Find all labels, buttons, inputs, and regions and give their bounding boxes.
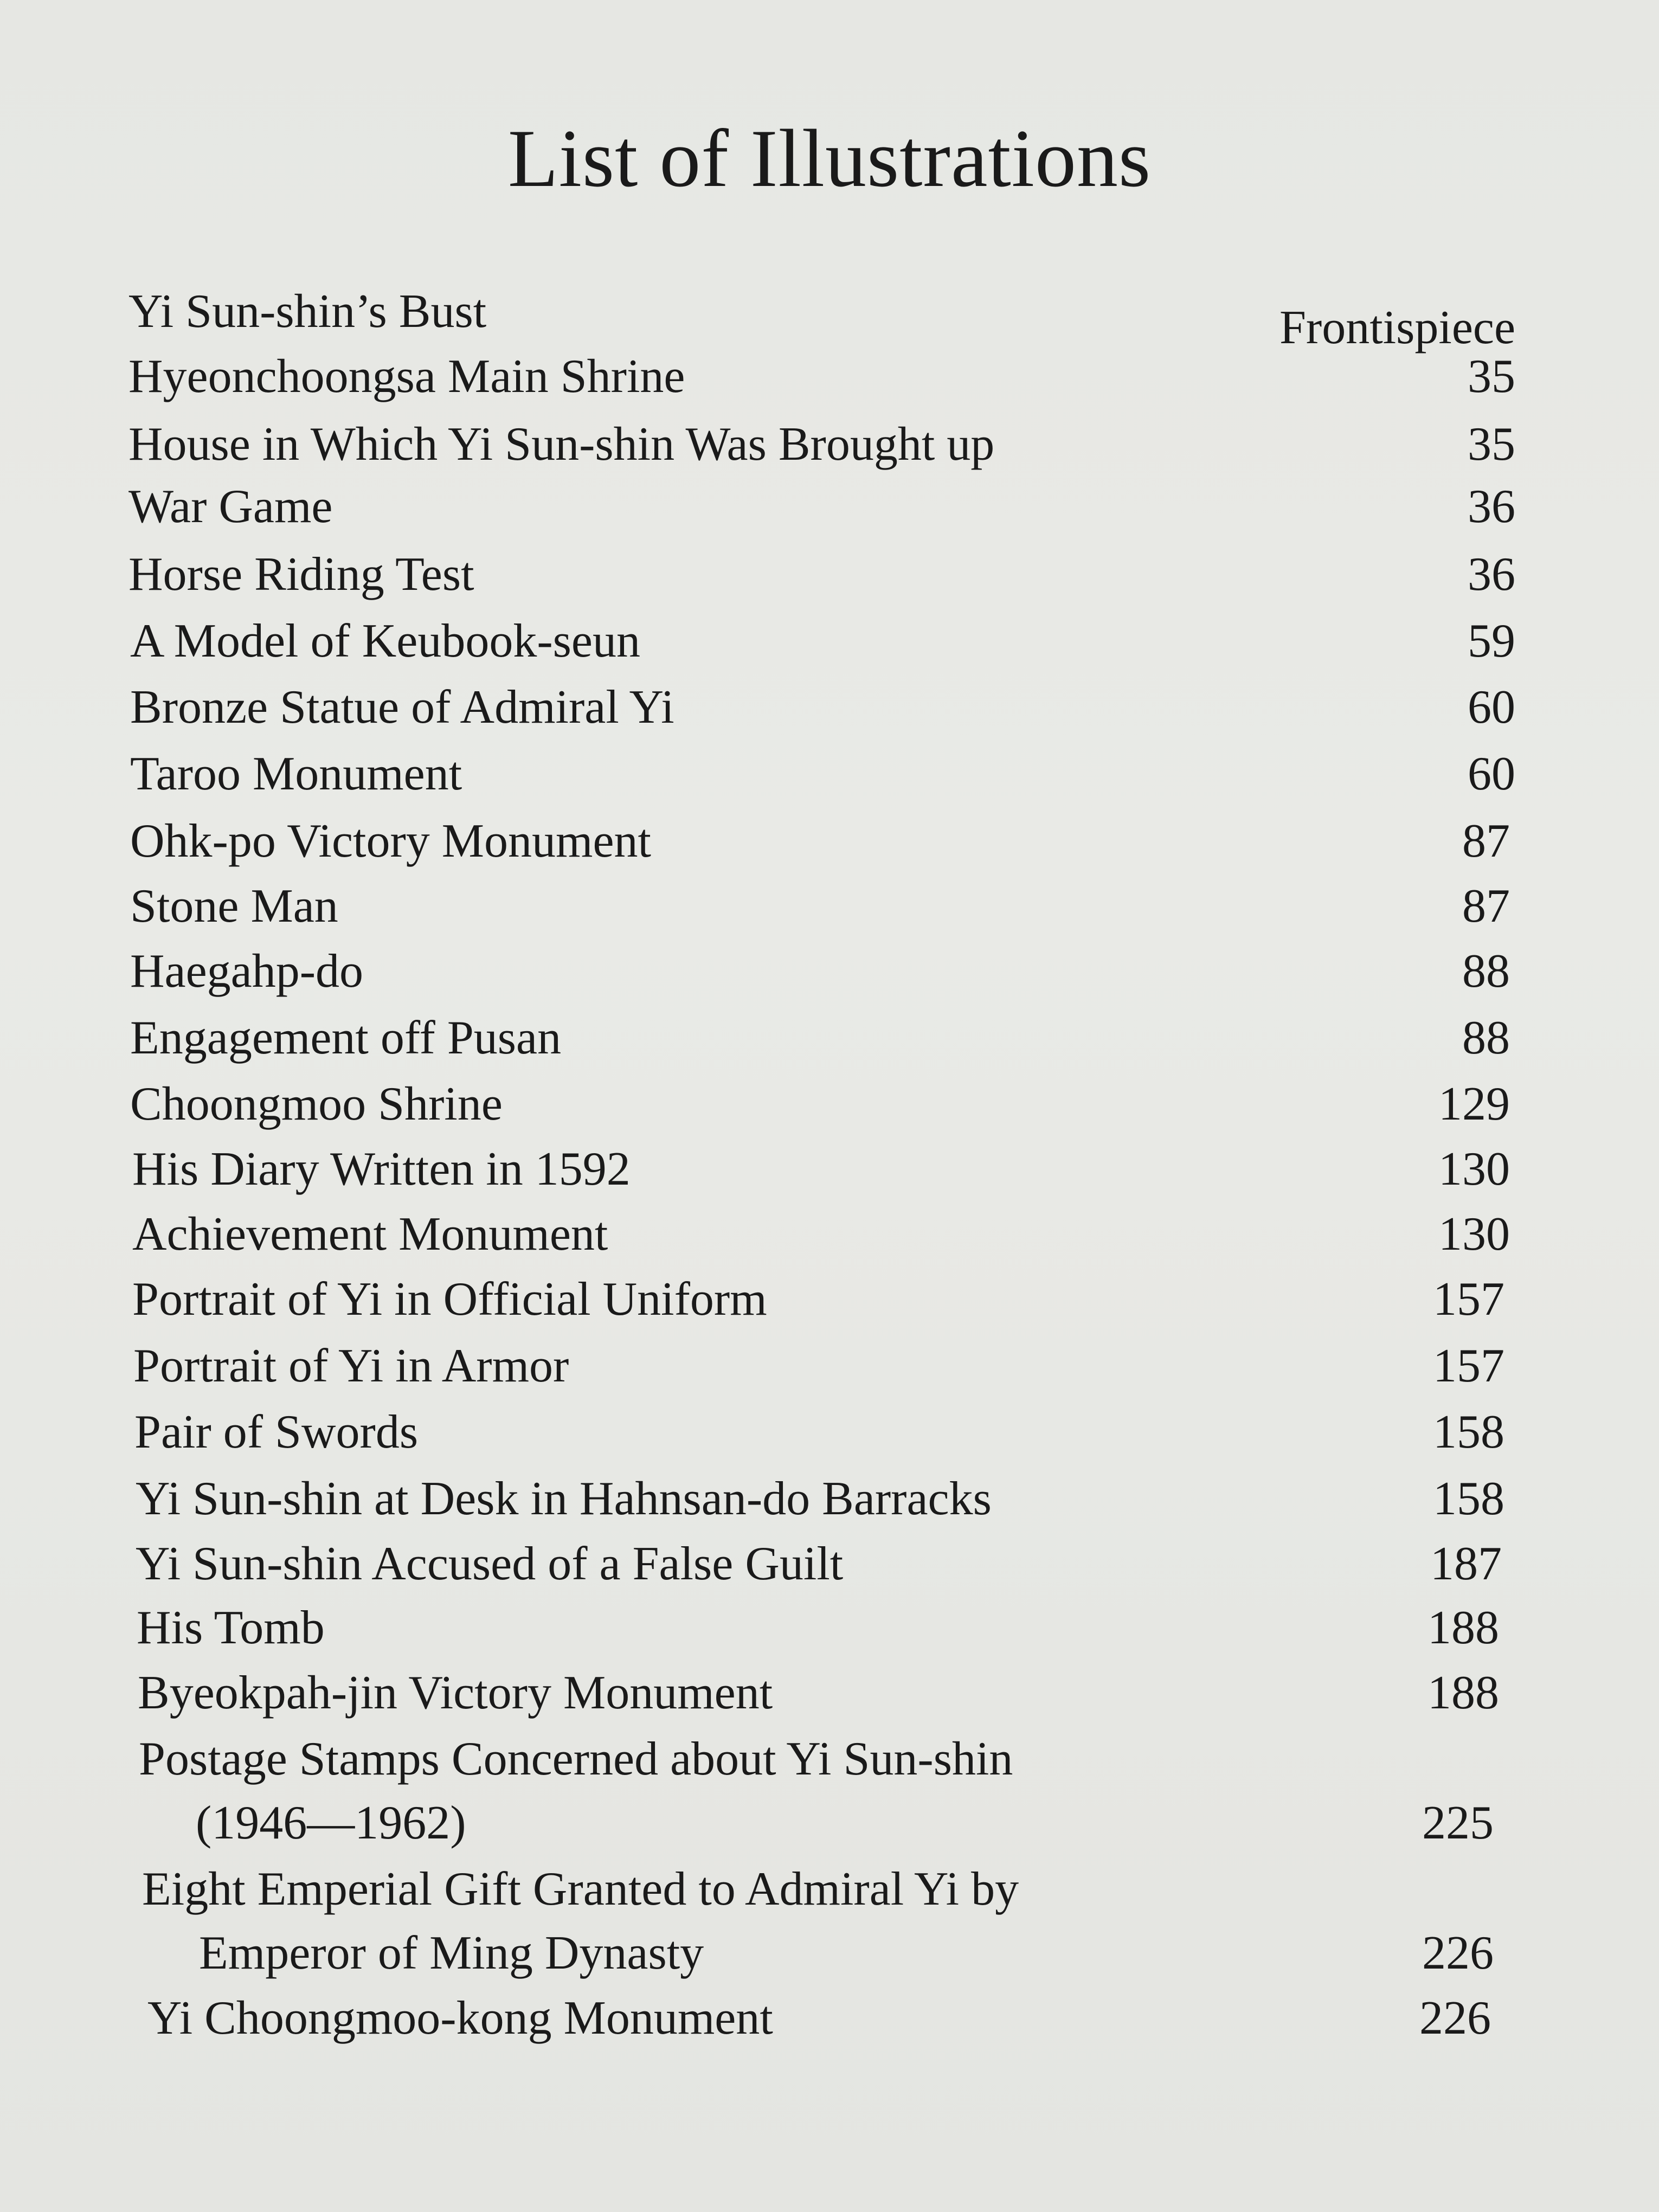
illustration-page-number: 187 <box>1430 1538 1502 1590</box>
illustration-page-number: 188 <box>1427 1602 1499 1654</box>
illustration-title: Stone Man <box>130 880 338 933</box>
illustration-title: Eight Emperial Gift Granted to Admiral Yi by <box>142 1863 1019 1915</box>
illustration-title: Byeokpah-jin Victory Monument <box>138 1667 773 1719</box>
illustration-page-number: 60 <box>1468 748 1515 800</box>
illustration-title: House in Which Yi Sun-shin Was Brought up <box>128 418 995 471</box>
illustration-page-number: 158 <box>1433 1472 1504 1525</box>
illustration-page-number: 129 <box>1438 1078 1510 1130</box>
illustration-title: War Game <box>128 480 333 533</box>
illustration-page-number: 226 <box>1419 1992 1491 2044</box>
illustration-page-number: 87 <box>1462 815 1510 867</box>
illustration-page-number: 226 <box>1422 1927 1494 1979</box>
illustration-title: Ohk-po Victory Monument <box>130 815 651 867</box>
illustration-title: Portrait of Yi in Armor <box>133 1340 569 1392</box>
illustration-page-number: 88 <box>1462 1012 1510 1064</box>
illustration-page-number: 158 <box>1433 1406 1504 1458</box>
illustration-page-number: 87 <box>1462 880 1510 933</box>
illustration-page-number: 157 <box>1433 1273 1504 1326</box>
illustration-title: His Tomb <box>137 1602 325 1654</box>
illustration-page-number: 188 <box>1427 1667 1499 1719</box>
illustration-page-number: 130 <box>1438 1208 1510 1261</box>
illustration-title: Yi Sun-shin’s Bust <box>128 285 487 338</box>
illustration-title: Pair of Swords <box>134 1406 419 1458</box>
illustration-page-number: 130 <box>1438 1143 1510 1195</box>
illustration-title: Horse Riding Test <box>128 548 474 601</box>
illustration-page-number: Frontispiece <box>1279 301 1515 354</box>
illustration-title: Achievement Monument <box>132 1208 608 1261</box>
illustration-title: Yi Sun-shin Accused of a False Guilt <box>136 1538 844 1590</box>
illustration-page-number: 157 <box>1433 1340 1504 1392</box>
illustration-title: Hyeonchoongsa Main Shrine <box>128 350 685 403</box>
illustration-title: Haegahp-do <box>130 945 364 998</box>
illustration-title: His Diary Written in 1592 <box>132 1143 631 1195</box>
illustration-page-number: 88 <box>1462 945 1510 998</box>
illustration-title-continuation: (1946—1962) <box>196 1797 466 1849</box>
illustration-title: Choongmoo Shrine <box>130 1078 503 1130</box>
illustration-page-number: 35 <box>1468 418 1515 471</box>
illustration-title: Portrait of Yi in Official Uniform <box>132 1273 767 1326</box>
page-title: List of Illustrations <box>507 113 1152 204</box>
illustration-title: Yi Choongmoo-kong Monument <box>147 1992 773 2044</box>
illustration-page-number: 225 <box>1422 1797 1494 1849</box>
illustration-page-number: 60 <box>1468 681 1515 734</box>
illustration-title-continuation: Emperor of Ming Dynasty <box>199 1927 704 1979</box>
illustration-title: A Model of Keubook-seun <box>130 615 640 667</box>
illustration-page-number: 36 <box>1468 548 1515 601</box>
illustration-title: Postage Stamps Concerned about Yi Sun-shin <box>139 1733 1013 1785</box>
illustration-title: Engagement off Pusan <box>130 1012 562 1064</box>
illustration-page-number: 36 <box>1468 480 1515 533</box>
illustration-title: Yi Sun-shin at Desk in Hahnsan-do Barracks <box>136 1472 992 1525</box>
illustration-title: Bronze Statue of Admiral Yi <box>130 681 674 734</box>
illustration-title: Taroo Monument <box>130 748 462 800</box>
illustration-page-number: 35 <box>1468 350 1515 403</box>
illustration-page-number: 59 <box>1468 615 1515 667</box>
